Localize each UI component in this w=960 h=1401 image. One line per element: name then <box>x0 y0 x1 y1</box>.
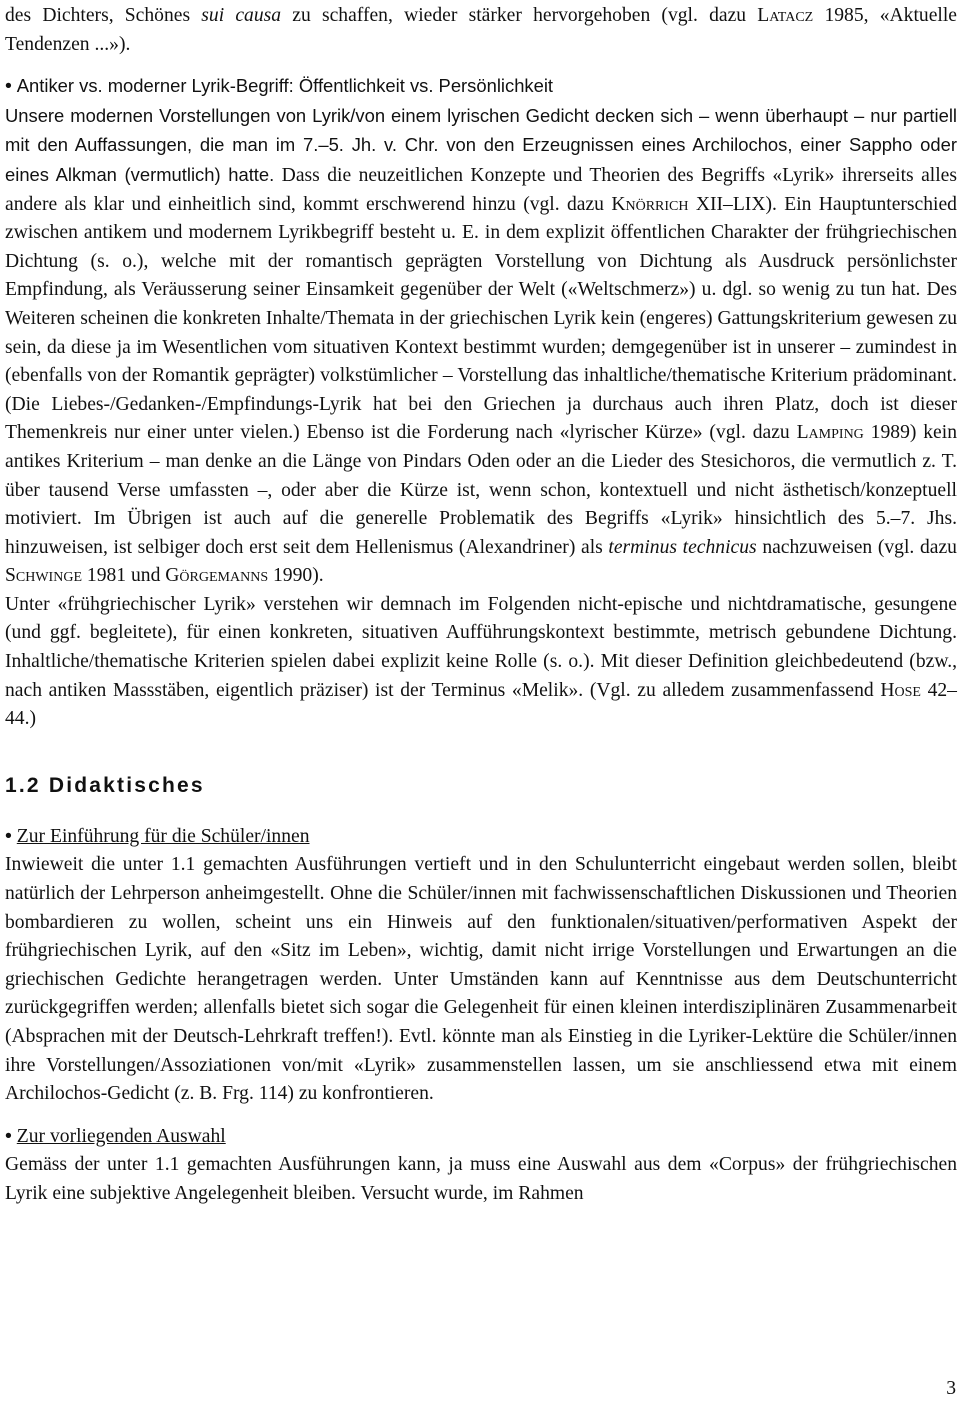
author-reference: Lamping <box>796 422 864 444</box>
body-text: 42–44.) <box>5 679 957 730</box>
definition-paragraph <box>5 591 957 734</box>
author-reference: Knörrich XII–LIX <box>611 193 766 215</box>
body-text: nachzuweisen (vgl. dazu <box>756 536 957 558</box>
body-text: 1989) kein antikes Kriterium – man denke an die Länge von Pindars Oden oder an die Lieder des Stesichoros, die vermutlich z. T. über tausend Verse umfassten –, oder aber die Kürze ist, wenn schon, kontextuell und nicht ästhetisch/konzeptuell motiviert. Im Übrigen ist auch auf die generelle Problematik des Begriffs «Lyrik» hinsichtlich des 5.–7. Jhs. hinzuweisen, ist selbiger doch erst seit dem Hellenismus (Alexandriner) als <box>5 422 957 558</box>
bullet-icon: • <box>5 75 12 98</box>
intro-text: zu schaffen, wieder stärker hervorgehoben (vgl. dazu <box>281 5 758 26</box>
bullet-icon: • <box>5 1124 12 1147</box>
body-italic: terminus technicus <box>608 536 757 558</box>
author-reference: Hose <box>880 679 921 701</box>
subsection-2-title-text: Zur vorliegenden Auswahl <box>16 1125 226 1147</box>
body-text: ). Ein Hauptunterschied zwischen antikem und modernem Lyrikbegriff besteht u. E. in dem explizit öffentlichen Charakter der frühgriechischen Dichtung (s. o.), welche mit der romantisch geprägten Vorstellung von Dichtung als Ausdruck persönlichster Empfindung, als Veräusserung seiner Einsamkeit gegenüber der Welt («Weltschmerz») u. dgl. so wenig zu tun hat. Des Weiteren scheinen die konkreten Inhalte/Themata in der griechischen Lyrik kein (engeres) Gattungskriterium gewesen zu sein, da diese ja im Wesentlichen vom situativen Kontext bestimmt wurden; demgegenüber ist in unserer – zumindest in (ebenfalls von der Romantik geprägter) volkstümlicher – Vorstellung das inhaltliche/thematische Kriterium prädominant. (Die Liebes-/Gedanken-/Empfindungs-Lyrik hat bei den Griechen ja durchaus auch ihren Platz, doch ist dieser Themenkreis nur einer unter vielen.) Ebenso ist die Forderung nach «lyrischer Kürze» (vgl. dazu <box>5 193 957 444</box>
subsection-1-title-text: Zur Einführung für die Schüler/innen <box>16 825 310 847</box>
intro-paragraph <box>5 2 957 59</box>
section-heading: 1.2 Didaktisches <box>5 773 205 797</box>
body-text: Dass die neuzeitlichen Konzepte und Theorien des Begriffs «Lyrik» ihrerseits alles andere als klar und einheitlich sind, kommt erschwerend hinzu (vgl. dazu <box>5 164 957 215</box>
section-a-body <box>5 102 957 591</box>
author-reference: Schwinge <box>5 565 82 587</box>
bullet-icon: • <box>5 824 12 847</box>
author-reference: Görgemanns <box>165 565 269 587</box>
subsection-2-title <box>5 1122 957 1152</box>
section-a-title-text: Antiker vs. moderner Lyrik-Begriff: Öffentlichkeit vs. Persönlichkeit <box>16 75 554 97</box>
subsection-2-body: Gemäss der unter 1.1 gemachten Ausführungen kann, ja muss eine Auswahl aus dem «Corpus» der frühgriechischen Lyrik eine subjektive Angelegenheit bleiben. Versucht wurde, im Rahmen <box>5 1154 957 1204</box>
section-a-title <box>5 72 957 102</box>
intro-italic: sui causa <box>201 5 282 26</box>
author-reference: Latacz <box>757 5 814 26</box>
body-text: 1990). <box>268 565 324 587</box>
body-text: Unter «frühgriechischer Lyrik» verstehen wir demnach im Folgenden nicht-epische und nichtdramatische, gesungene (und ggf. begleitete), für einen konkreten, situativen Aufführungskontext bestimmte, metrisch gebundene Dichtung. Inhaltliche/thematische Kriterien spielen dabei explizit keine Rolle (s. o.). Mit dieser Definition gleichbedeutend (bzw., nach antiken Massstäben, eigentlich präziser) ist der Terminus «Melik». (Vgl. zu alledem zusammenfassend <box>5 593 957 701</box>
subsection-1-title <box>5 822 957 852</box>
body-text: 1981 und <box>82 565 166 587</box>
intro-text: des Dichters, Schönes <box>5 5 202 26</box>
page-number: 3 <box>946 1378 956 1399</box>
intro-text: 1985, «Aktuelle Tendenzen ...»). <box>5 5 957 55</box>
subsection-1-body: Inwieweit die unter 1.1 gemachten Ausführungen vertieft und in den Schulunterricht eingebaut werden sollen, bleibt natürlich der Lehrperson anheimgestellt. Ohne die Schüler/innen mit fachwissenschaftlichen Diskussionen und Theorien bombardieren zu wollen, scheint uns ein Hinweis auf den funktionalen/situativen/performativen Aspekt der frühgriechischen Lyrik, auf den «Sitz im Leben», wichtig, damit nicht irrige Vorstellungen und Erwartungen an die griechischen Gedichte herangetragen werden. Unter Umständen kann auf Kenntnisse aus dem Deutschunterricht zurückgegriffen werden; allenfalls bietet sich sogar die Gelegenheit für einen kleinen interdisziplinären Zusammenarbeit (Absprachen mit der Deutsch-Lehrkraft treffen!). Evtl. könnte man als Einstieg in die Lyriker-Lektüre die Schüler/innen ihre Vorstellungen/Assoziationen von/mit «Lyrik» zusammenstellen lassen, um sie anschliessend etwa mit einem Archilochos-Gedicht (z. B. Frg. 114) zu konfrontieren. <box>5 854 957 1105</box>
body-text: Unsere modernen Vorstellungen von Lyrik/von einem lyrischen Gedicht decken sich – wenn überhaupt – nur partiell mit den Auffassungen, die man im 7.–5. Jh. v. Chr. von den Erzeugnissen eines Archilochos, einer Sappho oder eines Alkman (vermutlich) hatte. <box>5 104 957 185</box>
